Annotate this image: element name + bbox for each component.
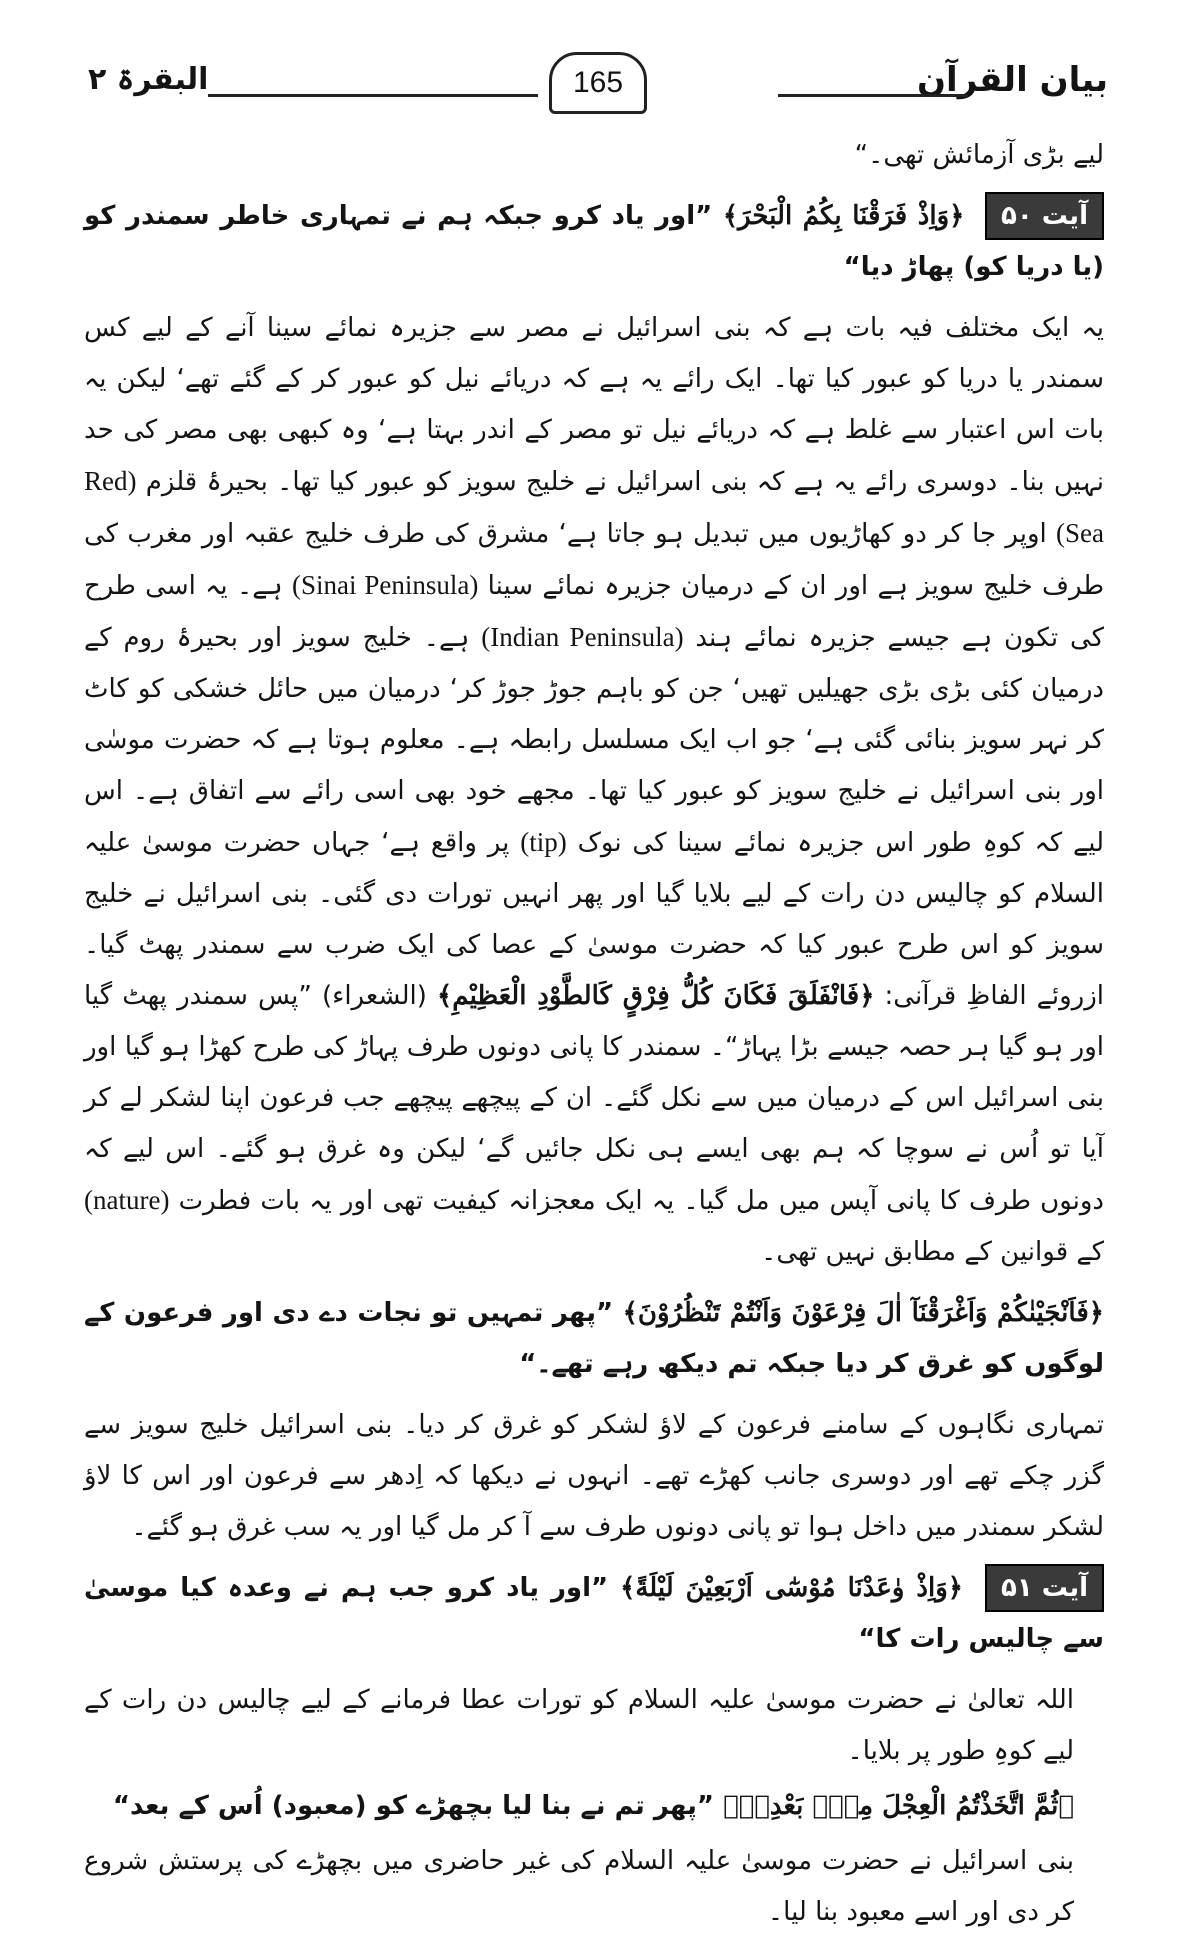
ayah-51-block	[84, 1563, 1104, 1665]
arabic-verse: ﴿ثُمَّ اتَّخَذْتُمُ الْعِجْلَ مِنْۢ بَعْدِهٖ﴾	[723, 1791, 1074, 1821]
verse-translation: ”پھر تمہیں تو نجات دے دی اور فرعون کے لوگوں کو غرق کر دیا جبکہ تم دیکھ رہے تھے۔“	[84, 1298, 1104, 1379]
text-run: (الشعراء) ”پس سمندر پھٹ گیا اور ہو گیا ہر حصہ جیسے بڑا پہاڑ“۔ سمندر کا پانی دونوں طرف پہاڑ کی طرح کھڑا ہو گیا اور بنی اسرائیل اس کے درمیان میں سے نکل گئے۔ ان کے پیچھے پیچھے جب فرعون اپنا لشکر لے کر آیا تو اُس نے سوچا کہ ہم بھی ایسے ہی نکل جائیں گے‘ لیکن وہ غرق ہو گئے۔ اس لیے کہ دونوں طرف کا پانی آپس میں مل گیا۔ یہ ایک معجزانہ کیفیت تھی اور یہ بات فطرت	[84, 981, 1105, 1216]
text-run: ہے۔ یہ اسی طرح کی تکون ہے جیسے جزیرہ نمائے ہند	[84, 571, 1105, 653]
arabic-verse: ﴿وَاِذْ فَرَقْنَا بِكُمُ الْبَحْرَ﴾	[722, 201, 965, 231]
paragraph	[84, 303, 1104, 1278]
ayah-label: آیت ۵۱	[985, 1564, 1104, 1612]
text-run: کے قوانین کے مطابق نہیں تھی۔	[761, 1237, 1104, 1267]
ayah-50-block	[84, 191, 1104, 293]
arabic-verse: ﴿وَاِذْ وٰعَدْنَا مُوْسٰٓى اَرْبَعِيْنَ لَيْلَةً﴾	[620, 1573, 964, 1603]
text-run: یہ ایک مختلف فیہ بات ہے کہ بنی اسرائیل نے مصر سے جزیرہ نمائے سینا آنے کے لیے کس سمندر یا دریا کو عبور کیا تھا۔ ایک رائے یہ ہے کہ دریائے نیل کو عبور کر کے گئے تھے‘ لیکن یہ بات اس اعتبار سے غلط ہے کہ دریائے نیل تو مصر کے اندر بہتا ہے‘ وہ کبھی بھی مصر کی حد نہیں بنا۔ دوسری رائے یہ ہے کہ بنی اسرائیل نے خلیج سویز کو عبور کیا تھا۔ بحیرۂ قلزم	[84, 313, 1104, 497]
paragraph: تمہاری نگاہوں کے سامنے فرعون کے لاؤ لشکر کو غرق کر دیا۔ بنی اسرائیل خلیج سویز سے گزر چکے تھے اور دوسری جانب کھڑے تھے۔ انہوں نے دیکھا کہ اِدھر سے فرعون اور اس کا لاؤ لشکر سمندر میں داخل ہوا تو پانی دونوں طرف سے آ کر مل گیا اور یہ سب غرق ہو گئے۔	[84, 1410, 1104, 1542]
english-term: (Indian Peninsula)	[481, 622, 684, 652]
english-term: (Sinai Peninsula)	[292, 570, 479, 600]
verse-translation: ”اور یاد کرو جب ہم نے وعدہ کیا موسیٰ سے چالیس رات کا“	[84, 1573, 1104, 1654]
text-run: اوپر جا کر دو کھاڑیوں میں تبدیل ہو جاتا ہے‘ مشرق کی طرف خلیج عقبہ اور مغرب کی طرف خلیج سویز ہے اور ان کے درمیان جزیرہ نمائے سینا	[84, 519, 1105, 601]
english-term: (Red Sea)	[84, 466, 1104, 548]
arabic-verse: ﴿فَاَنْجَيْنٰكُمْ وَاَغْرَقْنَآ اٰلَ فِرْعَوْنَ وَاَنْتُمْ تَنْظُرُوْنَ﴾	[622, 1298, 1104, 1328]
surah-name: البقرۃ ۲	[88, 62, 209, 97]
book-title: بیان القرآن	[917, 60, 1108, 100]
text-run: ہے۔ خلیج سویز اور بحیرۂ روم کے درمیان کئی بڑی بڑی جھیلیں تھیں‘ جن کو باہم جوڑ جوڑ کر‘ درمیان میں حائل خشکی کو کاٹ کر نہر سویز بنائی گئی ہے‘ جو اب ایک مسلسل رابطہ ہے۔ معلوم ہوتا ہے کہ حضرت موسٰی اور بنی اسرائیل نے خلیج سویز کو عبور کیا تھا۔ مجھے خود بھی اسی رائے سے اتفاق ہے۔ اس لیے کہ کوہِ طور اس جزیرہ نمائے سینا کی نوک	[84, 623, 1105, 858]
english-term: (tip)	[520, 827, 567, 857]
arabic-verse: ﴿فَانْفَلَقَ فَكَانَ كُلُّ فِرْقٍ كَالطَّوْدِ الْعَظِيْمِ﴾	[437, 981, 875, 1011]
page-header	[88, 52, 1108, 116]
page-number: 165	[549, 52, 647, 114]
verse-translation: ”اور یاد کرو جبکہ ہم نے تمہاری خاطر سمندر کو (یا دریا کو) پھاڑ دیا“	[84, 201, 1104, 282]
english-term: (nature)	[84, 1185, 170, 1215]
paragraph: اللہ تعالیٰ نے حضرت موسیٰ علیہ السلام کو تورات عطا فرمانے کے لیے چالیس دن رات کے لیے کوہِ طور پر بلایا۔	[84, 1685, 1074, 1766]
text-run: پر واقع ہے‘ جہاں حضرت موسیٰ علیہ السلام کو چالیس دن رات کے لیے بلایا گیا اور پھر انہیں تورات دی گئی۔ بنی اسرائیل نے خلیج سویز کو اس طرح عبور کیا کہ حضرت موسیٰ کے عصا کی ایک ضرب سے سمندر پھٹ گیا۔ ازروئے الفاظِ قرآنی:	[84, 828, 1105, 1011]
paragraph: بنی اسرائیل نے حضرت موسیٰ علیہ السلام کی غیر حاضری میں بچھڑے کی پرستش شروع کر دی اور اسے معبود بنا لیا۔	[84, 1846, 1074, 1927]
verse-block	[84, 1288, 1104, 1390]
header-rule	[778, 94, 968, 97]
verse-block	[84, 1781, 1104, 1832]
ayah-label: آیت ۵۰	[985, 192, 1104, 240]
verse-translation: ”پھر تم نے بنا لیا بچھڑے کو (معبود) اُس کے بعد“	[112, 1791, 715, 1821]
paragraph: لیے بڑی آزمائش تھی۔“	[854, 140, 1104, 170]
header-rule	[208, 94, 538, 97]
page-body	[84, 130, 1104, 1942]
closing-section	[84, 1675, 1104, 1938]
